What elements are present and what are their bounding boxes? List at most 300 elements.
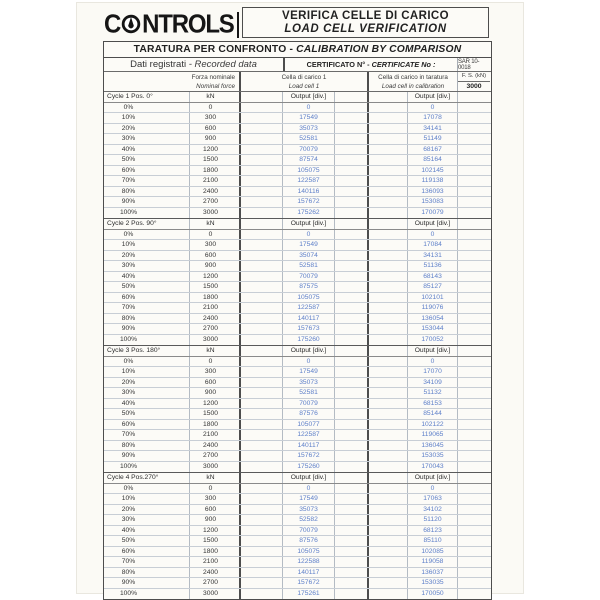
spacer-cell <box>241 303 283 313</box>
spacer-cell <box>369 103 408 113</box>
output1-cell: 35073 <box>283 124 335 134</box>
spacer-cell <box>369 134 408 144</box>
output1-cell: 122587 <box>283 176 335 186</box>
output1-cell: 175262 <box>283 208 335 219</box>
nominal-force-english: Nominal force <box>196 83 235 90</box>
output1-cell: 70079 <box>283 272 335 282</box>
spacer-cell <box>335 176 369 186</box>
output1-cell: 17549 <box>283 494 335 504</box>
cycle-header-row <box>104 219 491 230</box>
spacer-cell <box>241 388 283 398</box>
force-cell: 0 <box>190 357 241 367</box>
force-cell: 2700 <box>190 324 241 334</box>
table-row <box>104 335 491 346</box>
force-cell: 0 <box>190 484 241 494</box>
spacer-cell <box>369 251 408 261</box>
spacer-cell <box>241 494 283 504</box>
spacer-cell <box>241 357 283 367</box>
output-header-cell-2: Output [div.] <box>408 473 458 483</box>
spacer-cell <box>335 166 369 176</box>
spacer-cell <box>458 557 490 567</box>
spacer-cell <box>369 240 408 250</box>
spacer-cell <box>458 473 490 483</box>
table-row <box>104 124 491 135</box>
spacer-cell <box>335 124 369 134</box>
table-row <box>104 134 491 145</box>
table-row <box>104 113 491 124</box>
force-cell: 2100 <box>190 303 241 313</box>
output2-cell: 0 <box>408 484 458 494</box>
spacer-cell <box>335 388 369 398</box>
table-row <box>104 357 491 368</box>
spacer-cell <box>335 515 369 525</box>
spacer-cell <box>241 113 283 123</box>
output2-cell: 153044 <box>408 324 458 334</box>
force-cell: 300 <box>190 240 241 250</box>
table-row <box>104 494 491 505</box>
spacer-cell <box>458 272 490 282</box>
percent-cell: 70% <box>104 557 190 567</box>
force-cell: 1500 <box>190 409 241 419</box>
spacer-cell <box>241 282 283 292</box>
output1-cell: 35073 <box>283 505 335 515</box>
spacer-cell <box>241 441 283 451</box>
spacer-cell <box>335 578 369 588</box>
table-row <box>104 547 491 558</box>
percent-cell: 20% <box>104 124 190 134</box>
force-cell: 600 <box>190 251 241 261</box>
force-cell: 2400 <box>190 568 241 578</box>
output1-cell: 105075 <box>283 293 335 303</box>
spacer-cell <box>241 187 283 197</box>
output2-cell: 51132 <box>408 388 458 398</box>
output2-cell: 85164 <box>408 155 458 165</box>
percent-cell: 80% <box>104 187 190 197</box>
table-row <box>104 303 491 314</box>
cycle-block-4 <box>104 473 491 599</box>
spacer-cell <box>335 134 369 144</box>
spacer-cell <box>335 208 369 219</box>
output1-cell: 52582 <box>283 515 335 525</box>
force-cell: 600 <box>190 378 241 388</box>
spacer-cell <box>241 92 283 102</box>
spacer-cell <box>335 314 369 324</box>
output2-cell: 17084 <box>408 240 458 250</box>
spacer-cell <box>369 124 408 134</box>
output1-cell: 157673 <box>283 324 335 334</box>
force-cell: 900 <box>190 388 241 398</box>
spacer-cell <box>458 589 490 600</box>
spacer-cell <box>335 335 369 346</box>
spacer-cell <box>369 515 408 525</box>
spacer-cell <box>369 219 408 229</box>
spacer-cell <box>241 176 283 186</box>
spacer-cell <box>458 176 490 186</box>
output2-cell: 34131 <box>408 251 458 261</box>
table-row <box>104 515 491 526</box>
spacer-cell <box>458 578 490 588</box>
percent-cell: 30% <box>104 515 190 525</box>
spacer-cell <box>369 568 408 578</box>
spacer-cell <box>369 494 408 504</box>
force-cell: 300 <box>190 494 241 504</box>
cycle-block-2 <box>104 219 491 346</box>
spacer-cell <box>241 134 283 144</box>
spacer-cell <box>335 441 369 451</box>
nominal-force-italian: Forza nominale <box>191 74 235 81</box>
certificate-label-english: CERTIFICATE No : <box>371 60 436 69</box>
table-row <box>104 145 491 156</box>
spacer-cell <box>335 230 369 240</box>
spacer-cell <box>369 388 408 398</box>
spacer-cell <box>241 378 283 388</box>
output1-cell: 175261 <box>283 589 335 600</box>
spacer-cell <box>458 240 490 250</box>
table-row <box>104 197 491 208</box>
spacer-cell <box>458 303 490 313</box>
recorded-data-english: - Recorded data <box>188 59 257 70</box>
force-cell: 1200 <box>190 272 241 282</box>
force-cell: 300 <box>190 113 241 123</box>
percent-cell: 40% <box>104 399 190 409</box>
percent-cell: 20% <box>104 378 190 388</box>
spacer-cell <box>458 378 490 388</box>
spacer-cell <box>241 430 283 440</box>
table-row <box>104 484 491 495</box>
table-row <box>104 261 491 272</box>
percent-cell: 40% <box>104 526 190 536</box>
certificate-number-label <box>285 58 458 71</box>
spacer-cell <box>458 494 490 504</box>
output1-cell: 17549 <box>283 240 335 250</box>
output-header-cell-2: Output [div.] <box>408 92 458 102</box>
spacer-cell <box>458 441 490 451</box>
percent-cell: 50% <box>104 536 190 546</box>
output2-cell: 136054 <box>408 314 458 324</box>
output-header-cell-2: Output [div.] <box>408 219 458 229</box>
spacer-cell <box>241 367 283 377</box>
output2-cell: 0 <box>408 230 458 240</box>
certificate-label-italian: CERTIFICATO N° - <box>306 60 372 69</box>
spacer-cell <box>369 357 408 367</box>
spacer-cell <box>241 557 283 567</box>
spacer-cell <box>335 367 369 377</box>
output2-cell: 170052 <box>408 335 458 346</box>
spacer-cell <box>369 261 408 271</box>
output1-cell: 52581 <box>283 261 335 271</box>
output1-cell: 105077 <box>283 420 335 430</box>
percent-cell: 70% <box>104 176 190 186</box>
output1-cell: 122587 <box>283 430 335 440</box>
percent-cell: 90% <box>104 324 190 334</box>
percent-cell: 0% <box>104 357 190 367</box>
percent-cell: 40% <box>104 272 190 282</box>
force-cell: 2400 <box>190 314 241 324</box>
logo-text-left: C <box>104 9 121 40</box>
full-scale-label: F. S. (kN) <box>458 72 490 82</box>
spacer-cell <box>335 261 369 271</box>
spacer-cell <box>335 187 369 197</box>
spacer-cell <box>335 462 369 473</box>
title-english: LOAD CELL VERIFICATION <box>284 22 447 35</box>
percent-cell: 10% <box>104 367 190 377</box>
spacer-cell <box>335 240 369 250</box>
spacer-cell <box>335 420 369 430</box>
force-cell: 2100 <box>190 430 241 440</box>
force-cell: 900 <box>190 515 241 525</box>
output1-cell: 105075 <box>283 166 335 176</box>
spacer-cell <box>241 536 283 546</box>
percent-cell: 20% <box>104 251 190 261</box>
spacer-cell <box>241 589 283 600</box>
load-cell-1-header <box>241 72 369 91</box>
percent-cell: 80% <box>104 314 190 324</box>
data-table <box>104 92 491 599</box>
spacer-cell <box>458 515 490 525</box>
spacer-cell <box>369 526 408 536</box>
spacer-cell <box>335 103 369 113</box>
output-header-cell-2: Output [div.] <box>408 346 458 356</box>
spacer-cell <box>335 451 369 461</box>
output2-cell: 51136 <box>408 261 458 271</box>
nominal-force-header <box>104 72 241 91</box>
spacer-cell <box>335 484 369 494</box>
output2-cell: 68143 <box>408 272 458 282</box>
table-row <box>104 578 491 589</box>
spacer-cell <box>458 346 490 356</box>
spacer-cell <box>458 505 490 515</box>
spacer-cell <box>241 578 283 588</box>
cycle-label: Cycle 4 Pos.270° <box>104 473 190 483</box>
table-row <box>104 378 491 389</box>
percent-cell: 70% <box>104 430 190 440</box>
spacer-cell <box>458 155 490 165</box>
output2-cell: 119076 <box>408 303 458 313</box>
spacer-cell <box>458 103 490 113</box>
percent-cell: 90% <box>104 578 190 588</box>
output1-cell: 35074 <box>283 251 335 261</box>
output2-cell: 170079 <box>408 208 458 219</box>
spacer-cell <box>369 187 408 197</box>
output1-cell: 175260 <box>283 335 335 346</box>
spacer-cell <box>458 124 490 134</box>
spacer-cell <box>335 536 369 546</box>
output2-cell: 119058 <box>408 557 458 567</box>
output2-cell: 51149 <box>408 134 458 144</box>
percent-cell: 100% <box>104 208 190 219</box>
output1-cell: 140116 <box>283 187 335 197</box>
spacer-cell <box>458 409 490 419</box>
spacer-cell <box>458 293 490 303</box>
percent-cell: 50% <box>104 155 190 165</box>
spacer-cell <box>458 547 490 557</box>
spacer-cell <box>369 367 408 377</box>
certificate-number-value: SAR 10-0018 <box>458 58 480 71</box>
force-cell: 1800 <box>190 166 241 176</box>
spacer-cell <box>369 113 408 123</box>
table-row <box>104 430 491 441</box>
output2-cell: 119065 <box>408 430 458 440</box>
force-cell: 1800 <box>190 547 241 557</box>
spacer-cell <box>241 526 283 536</box>
spacer-cell <box>335 346 369 356</box>
spacer-cell <box>369 578 408 588</box>
spacer-cell <box>458 526 490 536</box>
table-row <box>104 420 491 431</box>
output1-cell: 140117 <box>283 441 335 451</box>
percent-cell: 0% <box>104 484 190 494</box>
spacer-cell <box>458 197 490 207</box>
output2-cell: 68153 <box>408 399 458 409</box>
output1-cell: 157672 <box>283 578 335 588</box>
force-cell: 1800 <box>190 420 241 430</box>
spacer-cell <box>335 92 369 102</box>
output2-cell: 0 <box>408 357 458 367</box>
spacer-cell <box>458 536 490 546</box>
percent-cell: 80% <box>104 441 190 451</box>
spacer-cell <box>369 536 408 546</box>
force-cell: 3000 <box>190 208 241 219</box>
table-row <box>104 589 491 600</box>
spacer-cell <box>335 399 369 409</box>
spacer-cell <box>241 251 283 261</box>
spacer-cell <box>369 484 408 494</box>
output2-cell: 34102 <box>408 505 458 515</box>
spacer-cell <box>241 272 283 282</box>
percent-cell: 60% <box>104 166 190 176</box>
spacer-cell <box>458 261 490 271</box>
spacer-cell <box>369 230 408 240</box>
percent-cell: 20% <box>104 505 190 515</box>
percent-cell: 80% <box>104 568 190 578</box>
load-cell-1-english: Load cell 1 <box>288 83 320 90</box>
spacer-cell <box>369 335 408 346</box>
spacer-cell <box>241 230 283 240</box>
spacer-cell <box>458 145 490 155</box>
table-row <box>104 166 491 177</box>
load-cell-1-italian: Cella di carico 1 <box>281 74 327 81</box>
table-row <box>104 282 491 293</box>
spacer-cell <box>335 547 369 557</box>
force-cell: 2700 <box>190 578 241 588</box>
spacer-cell <box>458 314 490 324</box>
cycle-label: Cycle 2 Pos. 90° <box>104 219 190 229</box>
load-cell-2-italian: Cella di carico in taratura <box>378 74 448 81</box>
output1-cell: 105075 <box>283 547 335 557</box>
unit-label: kN <box>190 473 241 483</box>
spacer-cell <box>241 515 283 525</box>
spacer-cell <box>335 303 369 313</box>
recorded-data-label <box>104 58 285 71</box>
table-row <box>104 176 491 187</box>
force-cell: 600 <box>190 124 241 134</box>
table-row <box>104 208 491 219</box>
table-row <box>104 293 491 304</box>
spacer-cell <box>335 409 369 419</box>
full-scale-header <box>458 72 490 91</box>
cycle-label: Cycle 3 Pos. 180° <box>104 346 190 356</box>
table-row <box>104 367 491 378</box>
spacer-cell <box>241 547 283 557</box>
cycle-block-3 <box>104 346 491 473</box>
spacer-cell <box>458 430 490 440</box>
output1-cell: 17549 <box>283 367 335 377</box>
spacer-cell <box>458 420 490 430</box>
spacer-cell <box>369 145 408 155</box>
table-row <box>104 187 491 198</box>
spacer-cell <box>369 282 408 292</box>
unit-label: kN <box>190 92 241 102</box>
table-row <box>104 155 491 166</box>
table-row <box>104 399 491 410</box>
force-cell: 300 <box>190 367 241 377</box>
output2-cell: 17078 <box>408 113 458 123</box>
spacer-cell <box>241 399 283 409</box>
spacer-cell <box>335 324 369 334</box>
spacer-cell <box>241 166 283 176</box>
spacer-cell <box>241 462 283 473</box>
output1-cell: 0 <box>283 357 335 367</box>
percent-cell: 0% <box>104 230 190 240</box>
force-cell: 900 <box>190 261 241 271</box>
spacer-cell <box>241 335 283 346</box>
force-cell: 3000 <box>190 335 241 346</box>
output2-cell: 153035 <box>408 578 458 588</box>
percent-cell: 60% <box>104 293 190 303</box>
logo-bar <box>237 12 239 38</box>
output1-cell: 157672 <box>283 197 335 207</box>
spacer-cell <box>241 484 283 494</box>
spacer-cell <box>335 526 369 536</box>
banner-english: CALIBRATION BY COMPARISON <box>296 44 462 55</box>
title-italian: VERIFICA CELLE DI CARICO <box>282 9 449 22</box>
output2-cell: 51120 <box>408 515 458 525</box>
spacer-cell <box>369 176 408 186</box>
percent-cell: 50% <box>104 409 190 419</box>
spacer-cell <box>335 113 369 123</box>
spacer-cell <box>458 282 490 292</box>
output1-cell: 17549 <box>283 113 335 123</box>
spacer-cell <box>458 187 490 197</box>
output2-cell: 0 <box>408 103 458 113</box>
table-row <box>104 272 491 283</box>
output1-cell: 122587 <box>283 303 335 313</box>
output1-cell: 122588 <box>283 557 335 567</box>
spacer-cell <box>369 166 408 176</box>
output1-cell: 87574 <box>283 155 335 165</box>
spacer-cell <box>335 197 369 207</box>
spacer-cell <box>335 378 369 388</box>
output2-cell: 136045 <box>408 441 458 451</box>
force-cell: 2400 <box>190 187 241 197</box>
force-cell: 3000 <box>190 462 241 473</box>
output2-cell: 136037 <box>408 568 458 578</box>
spacer-cell <box>369 473 408 483</box>
banner-calibration-by-comparison <box>104 42 491 58</box>
table-row <box>104 536 491 547</box>
unit-label: kN <box>190 219 241 229</box>
output1-cell: 87575 <box>283 282 335 292</box>
output2-cell: 170050 <box>408 589 458 600</box>
force-cell: 2700 <box>190 197 241 207</box>
table-row <box>104 409 491 420</box>
spacer-cell <box>241 197 283 207</box>
spacer-cell <box>458 166 490 176</box>
percent-cell: 70% <box>104 303 190 313</box>
cycle-label: Cycle 1 Pos. 0° <box>104 92 190 102</box>
spacer-cell <box>458 230 490 240</box>
spacer-cell <box>369 441 408 451</box>
